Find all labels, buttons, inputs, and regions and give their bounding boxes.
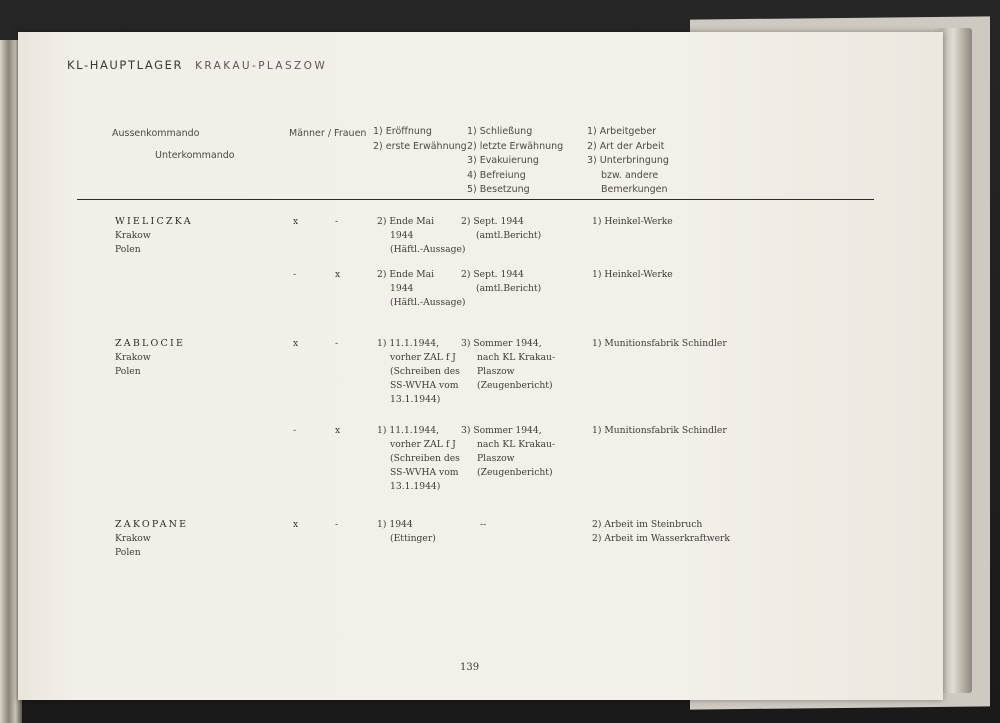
header-title: KL-HAUPTLAGER — [67, 58, 184, 72]
closing-line: 2) Sept. 1944 — [461, 216, 524, 227]
column-header-closing — [467, 125, 563, 198]
remarks-cell — [592, 424, 727, 438]
opening-line: (Häftl.-Aussage) — [390, 297, 466, 308]
opening-cell — [377, 215, 466, 257]
remarks-line: 1) Munitionsfabrik Schindler — [592, 338, 727, 349]
place-country: Polen — [115, 547, 141, 558]
closing-line: (Zeugenbericht) — [477, 380, 553, 391]
women-mark: - — [335, 519, 339, 530]
closing-line: -- — [480, 519, 487, 530]
column-header-remarks — [587, 125, 669, 198]
remarks-cell — [592, 518, 730, 546]
place-name: ZAKOPANE — [115, 519, 189, 530]
opening-line: (Häftl.-Aussage) — [390, 244, 466, 255]
opening-line: vorher ZAL f J — [390, 439, 456, 450]
column-header-aussenkommando: Aussenkommando — [112, 128, 200, 139]
header-line: 3) Evakuierung — [467, 155, 539, 166]
closing-cell — [461, 215, 541, 243]
remarks-cell — [592, 337, 727, 351]
header-line: 1) Arbeitgeber — [587, 126, 657, 137]
header-line: 1) Eröffnung — [373, 126, 432, 137]
men-mark: x — [293, 216, 299, 227]
closing-line: 3) Sommer 1944, — [461, 425, 542, 436]
opening-cell — [377, 424, 460, 494]
men-mark: x — [293, 338, 299, 349]
closing-line: Plaszow — [477, 366, 515, 377]
men-mark: - — [293, 425, 297, 436]
men-mark: x — [293, 519, 299, 530]
closing-line: 3) Sommer 1944, — [461, 338, 542, 349]
women-mark: - — [335, 338, 339, 349]
header-line: 2) letzte Erwähnung — [467, 140, 564, 152]
page-number: 139 — [460, 662, 480, 673]
closing-line: nach KL Krakau- — [477, 439, 556, 450]
header-rule — [77, 199, 874, 200]
header-line: 5) Besetzung — [467, 184, 530, 195]
row-place — [115, 518, 188, 560]
header-line: 4) Befreiung — [467, 169, 526, 181]
column-header-opening — [373, 125, 467, 154]
place-name: WIELICZKA — [115, 216, 193, 227]
opening-line: SS-WVHA vom — [390, 467, 459, 478]
opening-line: vorher ZAL f J — [390, 352, 456, 363]
opening-line: 13.1.1944) — [390, 481, 441, 492]
header-line: 2) erste Erwähnung — [373, 140, 467, 152]
remarks-cell — [592, 215, 673, 229]
place-city: Krakow — [115, 533, 151, 544]
opening-line: 1) 11.1.1944, — [377, 338, 440, 349]
opening-line: 1944 — [390, 283, 414, 294]
opening-line: 2) Ende Mai — [377, 269, 435, 280]
opening-cell — [377, 518, 436, 546]
women-mark: x — [335, 425, 341, 436]
opening-line: SS-WVHA vom — [390, 380, 459, 391]
header-line: bzw. andere — [601, 169, 659, 181]
column-header-unterkommando: Unterkommando — [155, 150, 235, 161]
opening-cell — [377, 337, 460, 407]
women-mark: - — [335, 216, 339, 227]
closing-line: (Zeugenbericht) — [477, 467, 553, 478]
header-line: 2) Art der Arbeit — [587, 140, 665, 152]
closing-cell — [461, 424, 555, 480]
place-city: Krakow — [115, 352, 151, 363]
row-place — [115, 215, 193, 257]
place-country: Polen — [115, 366, 141, 377]
closing-line: nach KL Krakau- — [477, 352, 556, 363]
closing-line: Plaszow — [477, 453, 515, 464]
header-line: 3) Unterbringung — [587, 155, 669, 166]
opening-line: 1) 1944 — [377, 519, 413, 530]
opening-cell — [377, 268, 466, 310]
closing-cell — [480, 518, 486, 532]
column-header-men-women: Männer / Frauen — [289, 128, 367, 139]
header-subtitle: KRAKAU-PLASZOW — [195, 60, 328, 72]
opening-line: 2) Ende Mai — [377, 216, 435, 227]
opening-line: 13.1.1944) — [390, 394, 441, 405]
opening-line: 1944 — [390, 230, 414, 241]
closing-cell — [461, 268, 541, 296]
closing-line: (amtl.Bericht) — [476, 283, 542, 294]
row-place — [115, 337, 185, 379]
opening-line: (Ettinger) — [390, 533, 436, 544]
opening-line: (Schreiben des — [390, 453, 460, 464]
closing-line: (amtl.Bericht) — [476, 230, 542, 241]
remarks-line: 2) Arbeit im Steinbruch — [592, 519, 703, 530]
remarks-line: 1) Heinkel-Werke — [592, 216, 673, 227]
remarks-cell — [592, 268, 673, 282]
remarks-line: 1) Munitionsfabrik Schindler — [592, 425, 727, 436]
women-mark: x — [335, 269, 341, 280]
place-city: Krakow — [115, 230, 151, 241]
closing-line: 2) Sept. 1944 — [461, 269, 524, 280]
closing-cell — [461, 337, 555, 393]
place-country: Polen — [115, 244, 141, 255]
opening-line: 1) 11.1.1944, — [377, 425, 440, 436]
header-line: 1) Schließung — [467, 126, 533, 137]
place-name: ZABLOCIE — [115, 338, 186, 349]
page-header — [67, 58, 327, 72]
men-mark: - — [293, 269, 297, 280]
header-line: Bemerkungen — [601, 184, 668, 195]
opening-line: (Schreiben des — [390, 366, 460, 377]
remarks-line: 1) Heinkel-Werke — [592, 269, 673, 280]
remarks-line: 2) Arbeit im Wasserkraftwerk — [592, 533, 730, 544]
